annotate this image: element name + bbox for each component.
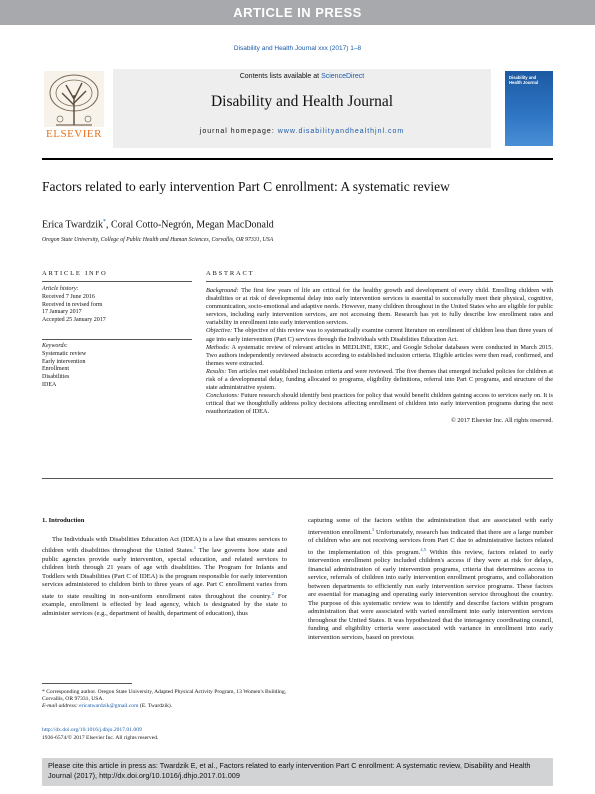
abstract-label: Objective: <box>206 327 233 335</box>
article-info-heading: ARTICLE INFO <box>42 270 108 277</box>
history-line: Accepted 25 January 2017 <box>42 317 106 324</box>
abstract-heading: ABSTRACT <box>206 270 255 277</box>
article-info-rule <box>42 281 192 282</box>
affiliation: Oregon State University, College of Public Health and Human Sciences, Corvallis, OR 97331, USA <box>42 237 274 243</box>
abstract-background <box>206 287 553 327</box>
email-suffix: (E. Twardzik). <box>138 703 173 710</box>
body-text: The Individuals with Disabilities Education Act (IDEA) is a law that ensures services to children with disabilities throughout the United States. <box>42 535 287 555</box>
history-label: Article history: <box>42 286 79 292</box>
abstract-text: The first few years of life are critical for the healthy growth and development of every child. Enrolling children with disabilities or at risk of developmental delay into early intervention services is essential to successfully meet their physical, cognitive, communication, socio-emotional and adaptive needs. However, many children throughout in the United States who are eligible for public services, including early intervention services, are not accessing them. Research has yet to fully describe low enrollment rates and variability in enrollment into early intervention services. <box>206 287 553 327</box>
keyword: Enrollment <box>42 366 69 373</box>
author-1[interactable]: Erica Twardzik <box>42 219 104 231</box>
abstract-results <box>206 368 553 392</box>
body-text: The law governs how state and public agencies provide early intervention, special education, and related services to children birth through 21 years of age with disabilities. The Program for Infants and Toddlers with Disabilities (Part C of IDEA) is the program responsible for early intervention services administered to children birth to three years of age. Part C enrollment varies from state to state resulting in non-uniform enrollment rates throughout the country. <box>42 547 287 600</box>
contents-line <box>113 73 491 80</box>
journal-homepage <box>113 128 491 135</box>
ref-link[interactable]: 4,5 <box>420 546 426 552</box>
journal-reference[interactable]: Disability and Health Journal xxx (2017) 1–8 <box>233 45 362 52</box>
journal-cover-image[interactable] <box>505 71 553 146</box>
keyword: Disabilities <box>42 374 70 381</box>
corresponding-mark[interactable]: * <box>103 219 107 225</box>
abstract-bottom-rule <box>42 478 553 479</box>
journal-title: Disability and Health Journal <box>210 93 394 110</box>
keyword: Early intervention <box>42 358 86 365</box>
homepage-link[interactable]: www.disabilityandhealthjnl.com <box>277 128 405 135</box>
contents-prefix: Contents lists available at <box>239 73 322 80</box>
email-label: E-mail address: <box>42 703 80 710</box>
abstract-label: Conclusions: <box>206 392 240 400</box>
section-heading: 1. Introduction <box>42 517 85 524</box>
body-text: Unfortunately, research has indicated that there are a large number of children who are not receiving services from Part C due to administrative factors related to the implementation of this program. <box>308 528 553 556</box>
article-history <box>42 286 182 325</box>
doi-block <box>42 727 158 743</box>
abstract-label: Methods: <box>206 343 230 351</box>
history-line: Received 7 June 2016 <box>42 293 95 300</box>
abstract-copyright: © 2017 Elsevier Inc. All rights reserved. <box>450 416 553 424</box>
publisher-name: ELSEVIER <box>46 128 102 140</box>
keywords-label: Keywords: <box>42 343 68 349</box>
article-in-press-banner: ARTICLE IN PRESS <box>0 0 595 25</box>
abstract-text: A systematic review of relevant articles in MEDLINE, ERIC, and Google Scholar databases were conducted in March 2015. Two authors independently reviewed abstracts according to established inclusion criteria. Eligible articles were then read, confirmed, and themes were extracted. <box>206 343 553 367</box>
abstract-body <box>206 287 553 425</box>
citation-box: Please cite this article in press as: Twardzik E, et al., Factors related to early intervention Part C enrollment: A systematic review, Disability and Health Journal (2017), http://dx.doi.org/10.1016/j.dhjo.2017.01.009 <box>42 758 553 786</box>
abstract-label: Background: <box>206 287 239 294</box>
ref-link[interactable]: 1 <box>193 545 196 550</box>
body-text: capturing some of the factors within the administration that are associated with early intervention enrollment. <box>308 517 553 536</box>
abstract-text: Future research should identify best practices for policy that would benefit children gaining access to services early on. It is critical that we thoughtfully address policy decisions affecting enrollment of children into early intervention programs during the next reauthorization of IDEA. <box>206 392 553 416</box>
intro-paragraph-continued <box>308 517 553 642</box>
footnote-mark: * <box>42 689 45 695</box>
homepage-label: journal homepage: <box>199 128 278 135</box>
ref-link[interactable]: 2 <box>271 590 274 596</box>
abstract-objective <box>206 327 553 343</box>
footnote <box>42 689 287 711</box>
footnote-rule <box>42 683 132 684</box>
author-2[interactable]: Coral Cotto-Negrón <box>111 219 192 231</box>
abstract-text: The objective of this review was to systematically examine current literature on enrollment of children less than three years of age into early intervention (Part C) services through the Individuals with Disabilities Education Act. <box>206 327 553 343</box>
abstract-text: Ten articles met established inclusion criteria and were reviewed. The five themes that emerged included policies for children at risk of a developmental delay, funding allocated to programs, eligibility definitions, referral into Part C programs, and structure of the state administrative system. <box>206 367 553 392</box>
cover-title: Disability and Health Journal <box>509 75 539 85</box>
footnote-text: Corresponding author. Oregon State University, Adapted Physical Activity Program, 13 Women's Building, Corvallis, OR 97331, USA. <box>42 689 287 703</box>
article-title: Factors related to early intervention Part C enrollment: A systematic review <box>42 179 450 194</box>
body-text: Within this review, factors related to early intervention enrollment policy included children's access if they were at risk for delays, financial administration of early intervention programs, criteria that determines access to service, referrals of children into early intervention enrollment programs, and collaboration between departments to efficiently run early intervention service programs. These factors are essential for managing and operating early intervention service throughout the country. The purpose of this systematic review was to identify and describe factors within program administration that were associated with varied enrollment into early intervention services throughout the United States. It was hypothesized that the interagency coordinating council, funding and eligibility criteria were associated with variance in enrollment into early intervention services, based on previous <box>308 548 553 641</box>
author-3[interactable]: Megan MacDonald <box>196 219 274 231</box>
body-right-column <box>308 517 553 642</box>
keyword: IDEA <box>42 381 57 388</box>
keyword: Systematic review <box>42 350 87 357</box>
sciencedirect-link[interactable]: ScienceDirect <box>321 73 365 80</box>
abstract-rule <box>206 281 553 282</box>
email-link[interactable]: ericatwardzik@gmail.com <box>79 703 139 710</box>
history-line: 17 January 2017 <box>42 309 82 316</box>
keywords <box>42 343 182 390</box>
doi-link[interactable]: http://dx.doi.org/10.1016/j.dhjo.2017.01.009 <box>42 727 142 733</box>
issn-line: 1936-6574/© 2017 Elsevier Inc. All rights reserved. <box>42 734 159 741</box>
keywords-rule <box>42 339 192 340</box>
history-line: Received in revised form <box>42 301 103 308</box>
header-divider <box>42 158 553 160</box>
body-text: For example, enrollment is effected by lead agency, which is designated by the state to administer services (e.g., department of health, department of education), thus <box>42 592 287 617</box>
abstract-conclusions <box>206 392 553 416</box>
abstract-label: Results: <box>206 367 227 375</box>
body-left-column <box>42 517 287 618</box>
abstract-methods <box>206 344 553 368</box>
ref-link[interactable]: 3 <box>371 526 375 532</box>
author-list: Erica Twardzik*, Coral Cotto-Negrón, Megan MacDonald <box>42 219 274 231</box>
intro-paragraph <box>42 536 287 619</box>
